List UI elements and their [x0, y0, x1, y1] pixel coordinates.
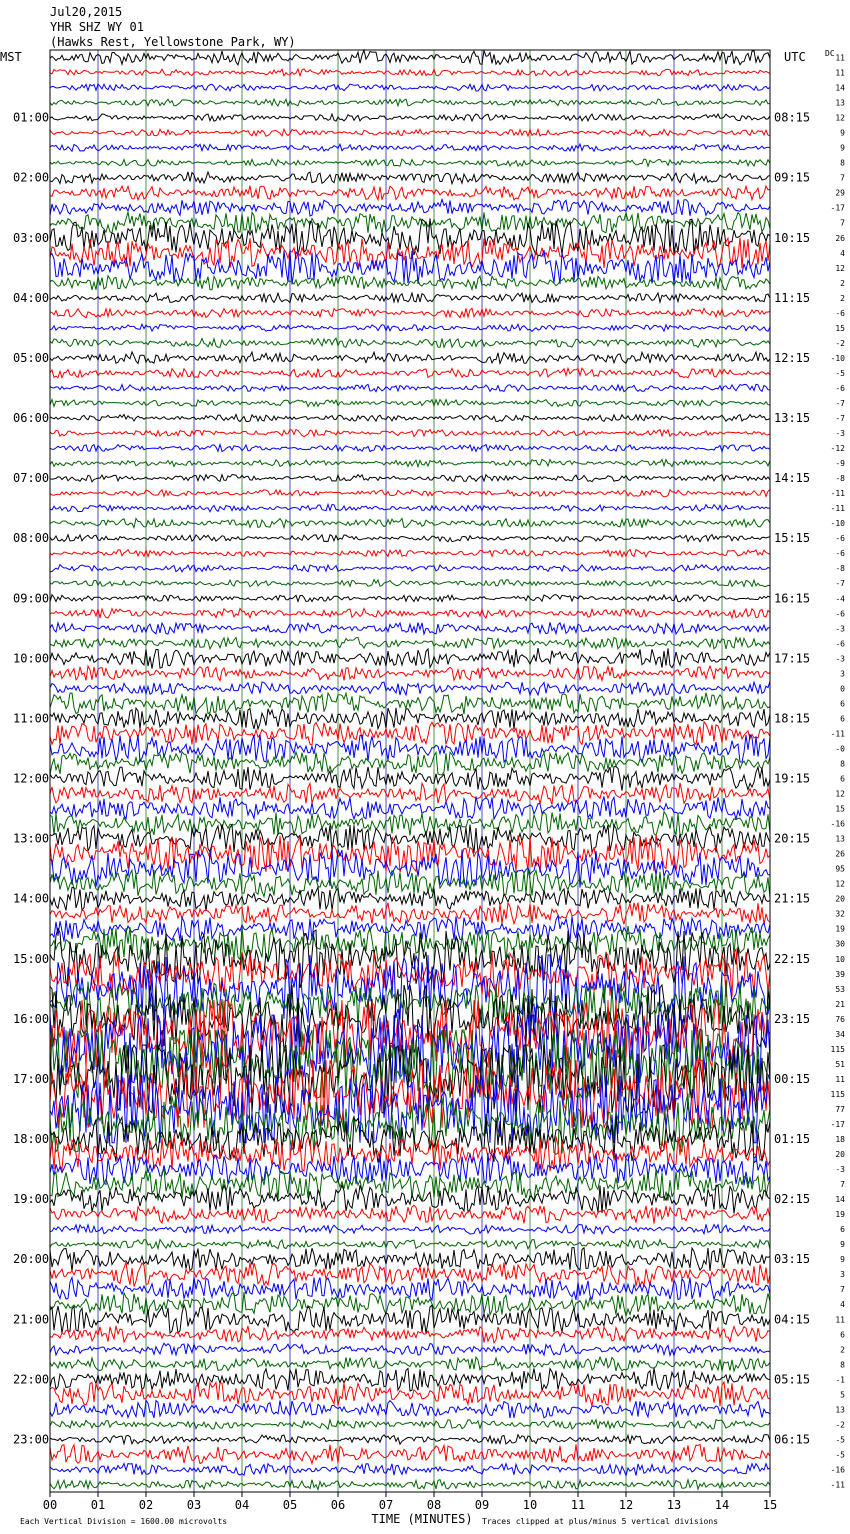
dc-offset-label: 12 — [835, 879, 845, 889]
utc-hour-label: 11:15 — [774, 290, 811, 305]
dc-offset-label: 2 — [840, 278, 845, 288]
utc-hour-label: 12:15 — [774, 350, 811, 365]
mst-hour-label: 19:00 — [13, 1192, 50, 1207]
mst-hour-label: 04:00 — [13, 290, 50, 305]
mst-hour-label: 18:00 — [13, 1132, 50, 1147]
trace-line — [50, 1343, 770, 1355]
trace-line — [50, 1480, 770, 1490]
x-tick-label: 07 — [378, 1498, 394, 1512]
chart-location: (Hawks Rest, Yellowstone Park, WY) — [50, 35, 296, 49]
trace-line — [50, 400, 770, 407]
dc-offset-label: 2 — [840, 293, 845, 303]
dc-offset-label: -3 — [835, 1165, 845, 1175]
dc-offset-label: 11 — [835, 1074, 845, 1084]
trace-line — [50, 84, 770, 91]
trace-line — [50, 293, 770, 303]
utc-hour-label: 09:15 — [774, 170, 811, 185]
dc-offset-label: 51 — [835, 1059, 845, 1069]
dc-offset-label: -6 — [835, 308, 845, 318]
x-tick-label: 06 — [330, 1498, 346, 1512]
mst-hour-label: 12:00 — [13, 771, 50, 786]
mst-hour-label: 22:00 — [13, 1372, 50, 1387]
x-tick-label: 04 — [234, 1498, 250, 1512]
trace-line — [50, 1464, 770, 1476]
dc-offset-label: -11 — [830, 729, 845, 739]
utc-hour-label: 16:15 — [774, 591, 811, 606]
mst-hour-label: 15:00 — [13, 951, 50, 966]
dc-offset-label: 7 — [840, 1180, 845, 1190]
dc-offset-label: 14 — [835, 83, 845, 93]
dc-offset-label: -5 — [835, 1435, 845, 1445]
dc-offset-label: -7 — [835, 398, 845, 408]
dc-offset-label: 6 — [840, 1225, 845, 1235]
dc-offset-label: 30 — [835, 939, 845, 949]
clipping-annotation: Traces clipped at plus/minus 5 vertical divisions — [482, 1517, 719, 1526]
dc-offset-label: -3 — [835, 624, 845, 634]
trace-line — [50, 796, 770, 819]
dc-offset-label: -10 — [830, 519, 845, 529]
trace-line — [50, 490, 770, 497]
dc-offset-label: -6 — [835, 609, 845, 619]
x-tick-label: 03 — [186, 1498, 202, 1512]
dc-offset-label: 3 — [840, 669, 845, 679]
trace-line — [50, 637, 770, 649]
x-tick-label: 08 — [426, 1498, 442, 1512]
dc-offset-label: 8 — [840, 759, 845, 769]
dc-offset-label: 76 — [835, 1014, 845, 1024]
trace-line — [50, 693, 770, 715]
dc-offset-label: -10 — [830, 353, 845, 363]
left-timezone-label: MST — [0, 50, 22, 64]
trace-line — [50, 1445, 770, 1464]
trace-line — [50, 1420, 770, 1430]
utc-hour-label: 22:15 — [774, 951, 811, 966]
dc-offset-label: 8 — [840, 1360, 845, 1370]
dc-offset-label: -8 — [835, 564, 845, 574]
trace-line — [50, 505, 770, 512]
dc-offset-label: 0 — [840, 684, 845, 694]
trace-line — [50, 783, 770, 805]
dc-offset-label: 19 — [835, 1210, 845, 1220]
dc-offset-label: 18 — [835, 1135, 845, 1145]
dc-offset-label: -6 — [835, 639, 845, 649]
trace-line — [50, 384, 770, 391]
dc-offset-label: 13 — [835, 834, 845, 844]
dc-offset-label: 21 — [835, 999, 845, 1009]
dc-offset-label: 26 — [835, 233, 845, 243]
dc-offset-label: -11 — [830, 504, 845, 514]
dc-offset-label: -16 — [830, 1465, 845, 1475]
x-tick-label: 01 — [90, 1498, 106, 1512]
dc-offset-label: 20 — [835, 894, 845, 904]
x-tick-label: 14 — [714, 1498, 730, 1512]
trace-line — [50, 648, 770, 668]
trace-line — [50, 1205, 770, 1223]
dc-offset-label: -6 — [835, 534, 845, 544]
dc-offset-label: 53 — [835, 984, 845, 994]
utc-hour-label: 03:15 — [774, 1252, 811, 1267]
chart-station: YHR SHZ WY 01 — [50, 20, 144, 34]
mst-hour-label: 08:00 — [13, 531, 50, 546]
utc-hour-label: 08:15 — [774, 110, 811, 125]
utc-hour-label: 06:15 — [774, 1432, 811, 1447]
x-tick-label: 00 — [42, 1498, 58, 1512]
dc-offset-label: 7 — [840, 218, 845, 228]
trace-line — [50, 666, 770, 681]
trace-line — [50, 114, 770, 121]
dc-label: DC — [825, 49, 835, 58]
x-axis-title: TIME (MINUTES) — [371, 1512, 473, 1526]
dc-offset-label: -2 — [835, 338, 845, 348]
utc-hour-label: 02:15 — [774, 1192, 811, 1207]
trace-line — [50, 1224, 770, 1234]
utc-hour-label: 14:15 — [774, 471, 811, 486]
dc-offset-label: 34 — [835, 1029, 845, 1039]
trace-line — [50, 199, 770, 216]
dc-offset-label: 9 — [840, 143, 845, 153]
trace-line — [50, 681, 770, 695]
trace-line — [50, 129, 770, 136]
trace-line — [50, 475, 770, 482]
x-tick-label: 13 — [666, 1498, 682, 1512]
utc-hour-label: 00:15 — [774, 1071, 811, 1086]
trace-line — [50, 812, 770, 836]
utc-hour-label: 05:15 — [774, 1372, 811, 1387]
trace-line — [50, 1368, 770, 1391]
dc-offset-label: -11 — [830, 1480, 845, 1490]
dc-offset-label: 4 — [840, 1300, 845, 1310]
mst-hour-label: 05:00 — [13, 350, 50, 365]
trace-line — [50, 1326, 770, 1343]
trace-line — [50, 159, 770, 166]
dc-offset-label: 9 — [840, 128, 845, 138]
trace-line — [50, 69, 770, 76]
dc-offset-label: 11 — [835, 53, 845, 63]
dc-offset-label: 6 — [840, 714, 845, 724]
dc-offset-label: 9 — [840, 1255, 845, 1265]
trace-line — [50, 708, 770, 730]
dc-offset-label: 12 — [835, 113, 845, 123]
dc-offset-label: -3 — [835, 429, 845, 439]
utc-hour-label: 04:15 — [774, 1312, 811, 1327]
dc-offset-label: 115 — [830, 1089, 845, 1099]
dc-offset-label: -6 — [835, 383, 845, 393]
x-tick-label: 09 — [474, 1498, 490, 1512]
trace-line — [50, 535, 770, 542]
trace-line — [50, 1357, 770, 1371]
plot-frame — [50, 50, 770, 1492]
trace-line — [50, 1240, 770, 1250]
trace-line — [50, 1400, 770, 1418]
dc-offset-label: -7 — [835, 414, 845, 424]
utc-hour-label: 23:15 — [774, 1011, 811, 1026]
trace-line — [50, 752, 770, 775]
trace-line — [50, 324, 770, 331]
dc-offset-label: -6 — [835, 549, 845, 559]
dc-offset-label: 8 — [840, 158, 845, 168]
mst-hour-label: 01:00 — [13, 110, 50, 125]
dc-offset-label: -12 — [830, 444, 845, 454]
trace-line — [50, 186, 770, 200]
mst-hour-label: 02:00 — [13, 170, 50, 185]
mst-hour-label: 23:00 — [13, 1432, 50, 1447]
trace-line — [50, 352, 770, 364]
dc-offset-label: 9 — [840, 1240, 845, 1250]
trace-line — [50, 415, 770, 422]
dc-offset-label: 15 — [835, 323, 845, 333]
dc-offset-label: 6 — [840, 1330, 845, 1340]
trace-line — [50, 172, 770, 184]
trace-line — [50, 50, 770, 65]
trace-line — [50, 609, 770, 619]
utc-hour-label: 19:15 — [774, 771, 811, 786]
trace-line — [50, 903, 770, 925]
dc-offset-label: 7 — [840, 173, 845, 183]
dc-offset-label: -2 — [835, 1420, 845, 1430]
dc-offset-label: -16 — [830, 819, 845, 829]
trace-line — [50, 1262, 770, 1286]
dc-offset-label: 4 — [840, 248, 845, 258]
dc-offset-label: -8 — [835, 474, 845, 484]
mst-hour-label: 21:00 — [13, 1312, 50, 1327]
dc-offset-label: -17 — [830, 203, 845, 213]
mst-hour-label: 14:00 — [13, 891, 50, 906]
utc-hour-label: 17:15 — [774, 651, 811, 666]
trace-line — [50, 459, 770, 466]
dc-offset-label: -7 — [835, 579, 845, 589]
mst-hour-label: 20:00 — [13, 1252, 50, 1267]
dc-offset-label: 15 — [835, 804, 845, 814]
mst-hour-label: 13:00 — [13, 831, 50, 846]
trace-line — [50, 276, 770, 290]
dc-offset-label: -1 — [835, 1375, 845, 1385]
trace-line — [50, 338, 770, 348]
mst-hour-label: 11:00 — [13, 711, 50, 726]
dc-offset-label: -17 — [830, 1119, 845, 1129]
dc-offset-label: 14 — [835, 1195, 845, 1205]
x-tick-label: 02 — [138, 1498, 154, 1512]
dc-offset-label: -9 — [835, 459, 845, 469]
dc-offset-label: 115 — [830, 1044, 845, 1054]
utc-hour-label: 10:15 — [774, 230, 811, 245]
utc-hour-label: 13:15 — [774, 411, 811, 426]
trace-line — [50, 144, 770, 151]
dc-offset-label: 95 — [835, 864, 845, 874]
dc-offset-label: 10 — [835, 954, 845, 964]
dc-offset-label: 13 — [835, 1405, 845, 1415]
x-tick-label: 12 — [618, 1498, 634, 1512]
trace-line — [50, 580, 770, 587]
dc-offset-label: 20 — [835, 1150, 845, 1160]
dc-offset-label: 11 — [835, 68, 845, 78]
scale-annotation: Each Vertical Division = 1600.00 microvolts — [20, 1517, 228, 1526]
x-tick-label: 05 — [282, 1498, 298, 1512]
dc-offset-label: 5 — [840, 1390, 845, 1400]
dc-offset-label: 77 — [835, 1104, 845, 1114]
x-tick-label: 15 — [762, 1498, 778, 1512]
trace-line — [50, 767, 770, 791]
dc-offset-label: 19 — [835, 924, 845, 934]
dc-offset-label: 11 — [835, 1315, 845, 1325]
mst-hour-label: 09:00 — [13, 591, 50, 606]
mst-hour-label: 07:00 — [13, 471, 50, 486]
trace-line — [50, 99, 770, 106]
trace-line — [50, 519, 770, 528]
utc-hour-label: 18:15 — [774, 711, 811, 726]
chart-date: Jul20,2015 — [50, 5, 123, 19]
dc-offset-label: 6 — [840, 699, 845, 709]
trace-line — [50, 429, 770, 436]
dc-offset-label: -3 — [835, 654, 845, 664]
right-timezone-label: UTC — [784, 50, 806, 64]
utc-hour-label: 21:15 — [774, 891, 811, 906]
utc-hour-label: 15:15 — [774, 531, 811, 546]
dc-offset-label: 2 — [840, 1345, 845, 1355]
dc-offset-label: 6 — [840, 774, 845, 784]
trace-line — [50, 550, 770, 557]
trace-line — [50, 1169, 770, 1201]
trace-line — [50, 1435, 770, 1445]
trace-line — [50, 368, 770, 378]
dc-offset-label: 29 — [835, 188, 845, 198]
dc-offset-label: -0 — [835, 744, 845, 754]
trace-line — [50, 595, 770, 602]
trace-line — [50, 308, 770, 318]
dc-offset-label: 26 — [835, 849, 845, 859]
x-tick-label: 10 — [522, 1498, 538, 1512]
dc-offset-label: 39 — [835, 969, 845, 979]
trace-line — [50, 565, 770, 572]
mst-hour-label: 10:00 — [13, 651, 50, 666]
trace-line — [50, 916, 770, 942]
dc-offset-label: -4 — [835, 594, 845, 604]
utc-hour-label: 01:15 — [774, 1132, 811, 1147]
trace-line — [50, 834, 770, 872]
dc-offset-label: 12 — [835, 263, 845, 273]
mst-hour-label: 03:00 — [13, 230, 50, 245]
dc-offset-label: 12 — [835, 789, 845, 799]
trace-line — [50, 622, 770, 634]
mst-hour-label: 06:00 — [13, 411, 50, 426]
mst-hour-label: 16:00 — [13, 1011, 50, 1026]
dc-offset-label: 7 — [840, 1285, 845, 1295]
trace-line — [50, 445, 770, 452]
dc-offset-label: 3 — [840, 1270, 845, 1280]
dc-offset-label: 13 — [835, 98, 845, 108]
utc-hour-label: 20:15 — [774, 831, 811, 846]
mst-hour-label: 17:00 — [13, 1071, 50, 1086]
dc-offset-label: 32 — [835, 909, 845, 919]
x-tick-label: 11 — [570, 1498, 586, 1512]
dc-offset-label: -5 — [835, 1450, 845, 1460]
dc-offset-label: -11 — [830, 489, 845, 499]
dc-offset-label: -5 — [835, 368, 845, 378]
